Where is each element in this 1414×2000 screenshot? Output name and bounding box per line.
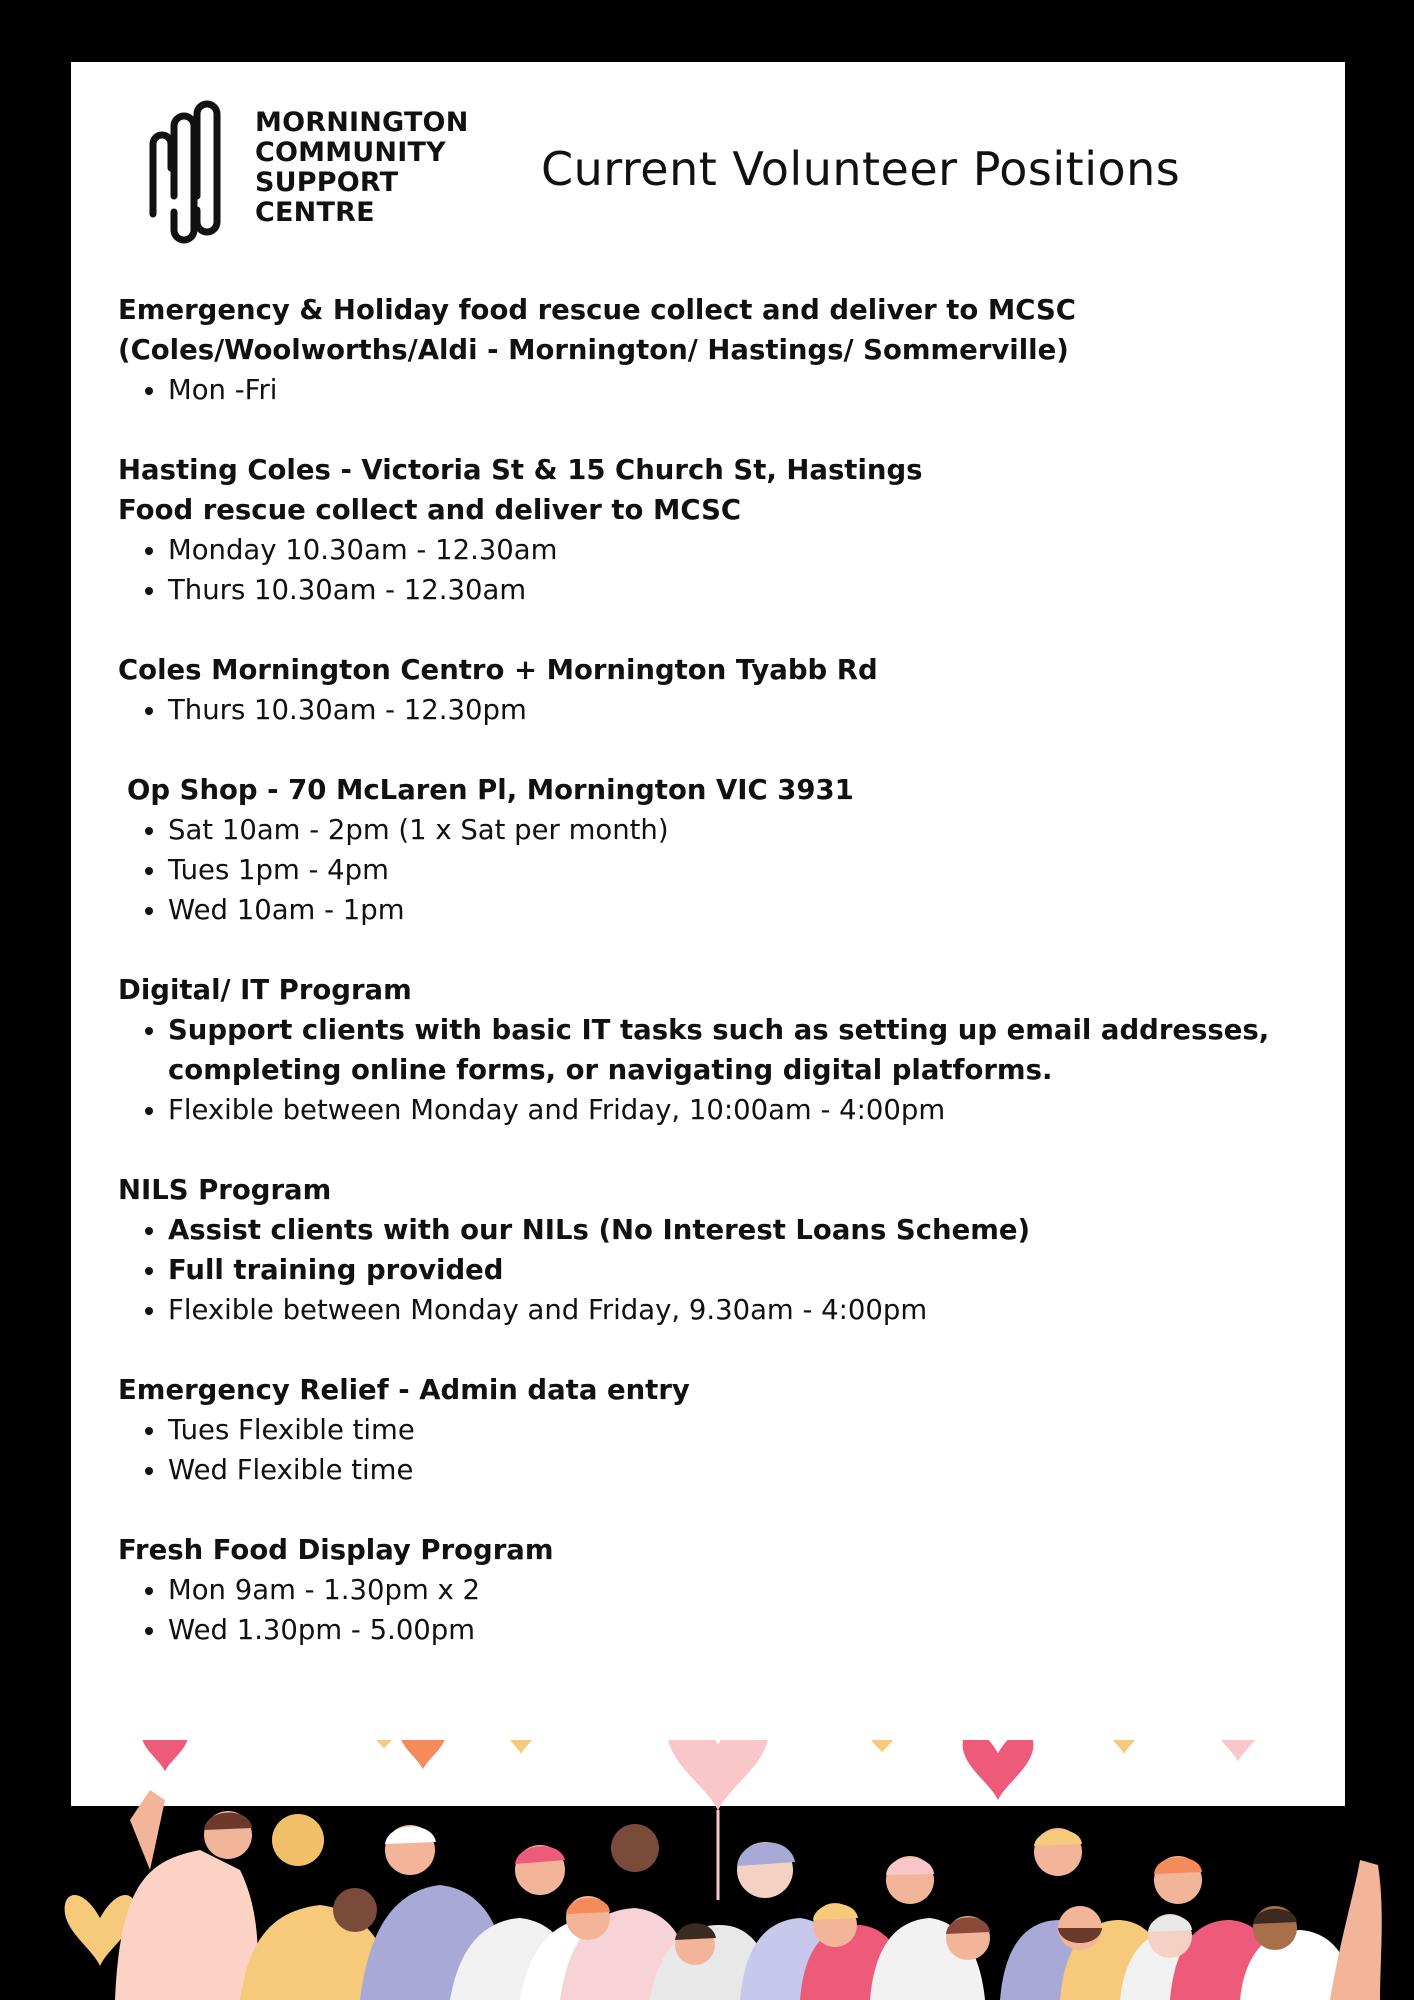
heart-icon [142, 1740, 189, 1771]
schedule-item: • Wed 10am - 1pm [168, 890, 1328, 930]
section-op-shop [118, 770, 1328, 930]
heart-icon [1107, 1740, 1141, 1754]
heart-icon [870, 1740, 894, 1753]
heart-icon [400, 1740, 447, 1769]
logo-line-4: CENTRE [255, 197, 375, 228]
schedule-list [118, 1410, 1328, 1490]
section-title [118, 1170, 1328, 1210]
section-title-line: Digital/ IT Program [118, 974, 412, 1006]
section-title-line: Fresh Food Display Program [118, 1534, 554, 1566]
schedule-list [118, 370, 1328, 410]
schedule-list [118, 810, 1328, 930]
section-title [118, 290, 1328, 370]
schedule-item: • Tues Flexible time [168, 1410, 1328, 1450]
section-fresh-food [118, 1530, 1328, 1650]
heart-icon [373, 1740, 395, 1749]
schedule-item: • Monday 10.30am - 12.30am [168, 530, 1328, 570]
schedule-item: • Wed Flexible time [168, 1450, 1328, 1490]
schedule-list [118, 1570, 1328, 1650]
section-emergency-relief [118, 1370, 1328, 1490]
schedule-item: • Mon -Fri [168, 370, 1328, 410]
section-title [118, 650, 1328, 690]
schedule-list [118, 530, 1328, 610]
section-title-line: Food rescue collect and deliver to MCSC [118, 494, 742, 526]
schedule-item: • Tues 1pm - 4pm [168, 850, 1328, 890]
schedule-item: • Support clients with basic IT tasks such as setting up email addresses, completing online forms, or navigating digital platforms. [168, 1010, 1328, 1090]
schedule-item: • Thurs 10.30am - 12.30pm [168, 690, 1328, 730]
schedule-item: • Mon 9am - 1.30pm x 2 [168, 1570, 1328, 1610]
heart-icon [1216, 1740, 1260, 1762]
positions-list [118, 290, 1328, 1690]
section-title [118, 1370, 1328, 1410]
section-title-line: Op Shop - 70 McLaren Pl, Mornington VIC 3931 [127, 774, 854, 806]
schedule-item: • Wed 1.30pm - 5.00pm [168, 1610, 1328, 1650]
section-title [118, 970, 1328, 1010]
document-page [71, 62, 1345, 1806]
section-title-line: Emergency & Holiday food rescue collect and deliver to MCSC [118, 294, 1076, 326]
logo-line-1: MORNINGTON [255, 107, 469, 138]
heart-icon [963, 1740, 1034, 1800]
logo-wordmark [255, 108, 469, 228]
schedule-list [118, 1010, 1328, 1130]
section-hastings-coles [118, 450, 1328, 610]
section-food-rescue-emergency [118, 290, 1328, 410]
mcsc-logo-icon [143, 96, 243, 246]
section-title-line: Emergency Relief - Admin data entry [118, 1374, 690, 1406]
heart-icon [504, 1740, 538, 1754]
section-nils [118, 1170, 1328, 1330]
section-title-line: NILS Program [118, 1174, 332, 1206]
schedule-item: • Full training provided [168, 1250, 1328, 1290]
section-title [118, 450, 1328, 530]
volunteer-crowd-illustration [0, 1740, 1414, 2000]
schedule-list [118, 1210, 1328, 1330]
people [115, 1790, 1382, 2000]
logo-line-3: SUPPORT [255, 167, 399, 198]
mcsc-logo [143, 96, 483, 246]
section-title [118, 770, 1328, 810]
schedule-item: • Assist clients with our NILs (No Interest Loans Scheme) [168, 1210, 1328, 1250]
section-title-line: Coles Mornington Centro + Mornington Tyabb Rd [118, 654, 878, 686]
page-title: Current Volunteer Positions [541, 142, 1181, 196]
section-title-line: (Coles/Woolworths/Aldi - Mornington/ Hastings/ Sommerville) [118, 334, 1069, 366]
schedule-item: • Thurs 10.30am - 12.30am [168, 570, 1328, 610]
schedule-item: • Flexible between Monday and Friday, 9.30am - 4:00pm [168, 1290, 1328, 1330]
section-digital-it [118, 970, 1328, 1130]
heart-icon [667, 1740, 768, 1811]
schedule-item: • Flexible between Monday and Friday, 10:00am - 4:00pm [168, 1090, 1328, 1130]
section-coles-mornington [118, 650, 1328, 730]
section-title [118, 1530, 1328, 1570]
schedule-list [118, 690, 1328, 730]
logo-line-2: COMMUNITY [255, 137, 446, 168]
section-title-line: Hasting Coles - Victoria St & 15 Church St, Hastings [118, 454, 923, 486]
schedule-item: • Sat 10am - 2pm (1 x Sat per month) [168, 810, 1328, 850]
